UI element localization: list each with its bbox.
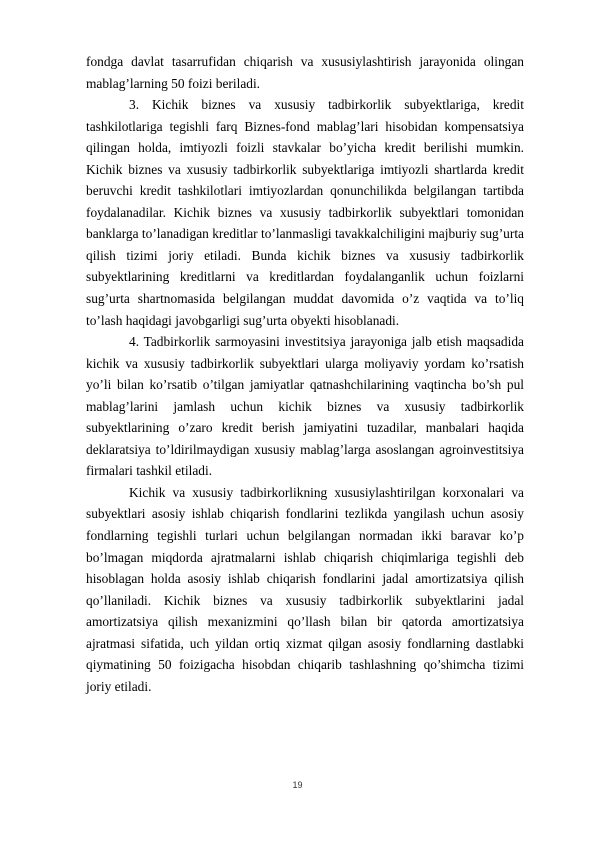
document-body	[86, 51, 524, 697]
page-number: 19	[292, 780, 303, 790]
paragraph-item-3: 3. Kichik biznes va xususiy tadbirkorlik subyektlariga, kredit tashkilotlariga tegishli farq Biznes-fond mablag’lari hisobidan kompensatsiya qilingan holda, imtiyozli foizli stavkalar bo’yicha kredit berilishi mumkin. Kichik biznes va xususiy tadbirkorlik subyektlariga imtiyozli shartlarda kredit beruvchi kredit tashkilotlari imtiyozlardan qonunchilikda belgilangan tartibda foydalanadilar. Kichik biznes va xususiy tadbirkorlik subyektlari tomonidan banklarga to’lanadigan kreditlar to’lanmasligi tavakkalchiligini majburiy sug’urta qilish tizimi joriy etiladi. Bunda kichik biznes va xususiy tadbirkorlik subyektlarining kreditlarni va kreditlardan foydalanganlik uchun foizlarni sug’urta shartnomasida belgilangan muddat davomida o’z vaqtida va to’liq to’lash haqidagi javobgarligi sug’urta obyekti hisoblanadi.	[86, 97, 524, 328]
paragraph-continuation: fondga davlat tasarrufidan chiqarish va xususiylashtirish jarayonida olingan mablag’larning 50 foizi beriladi.	[86, 54, 524, 91]
paragraph-amortization: Kichik va xususiy tadbirkorlikning xususiylashtirilgan korxonalari va subyektlari asosiy ishlab chiqarish fondlarini tezlikda yangilash uchun asosiy fondlarning tegishli turlari uchun belgilangan normadan ikki baravar ko’p bo’lmagan miqdorda ajratmalarni ishlab chiqarish chiqimlariga tegishli deb hisoblagan holda asosiy ishlab chiqarish fondlarini jadal amortizatsiya qilish qo’llaniladi. Kichik biznes va xususiy tadbirkorlik subyektlarini jadal amortizatsiya qilish mexanizmini qo’llash bilan bir qatorda amortizatsiya ajratmasi sifatida, uch yildan ortiq xizmat qilgan asosiy fondlarning dastlabki qiymatining 50 foizigacha hisobdan chiqarib tashlashning qo’shimcha tizimi joriy etiladi.	[86, 484, 524, 694]
paragraph-item-4: 4. Tadbirkorlik sarmoyasini investitsiya jarayoniga jalb etish maqsadida kichik va xususiy tadbirkorlik subyektlari ularga moliyaviy yordam ko’rsatish yo’li bilan ko’rsatib o’tilgan jamiyatlar qatnashchilarining vaqtincha bo’sh pul mablag’larini jamlash uchun kichik biznes va xususiy tadbirkorlik subyektlarining o’zaro kredit berish jamiyatini tuzadilar, manbalari haqida deklaratsiya to’ldirilmaydigan xususiy mablag’larga asoslangan agroinvestitsiya firmalari tashkil etiladi.	[86, 334, 524, 479]
